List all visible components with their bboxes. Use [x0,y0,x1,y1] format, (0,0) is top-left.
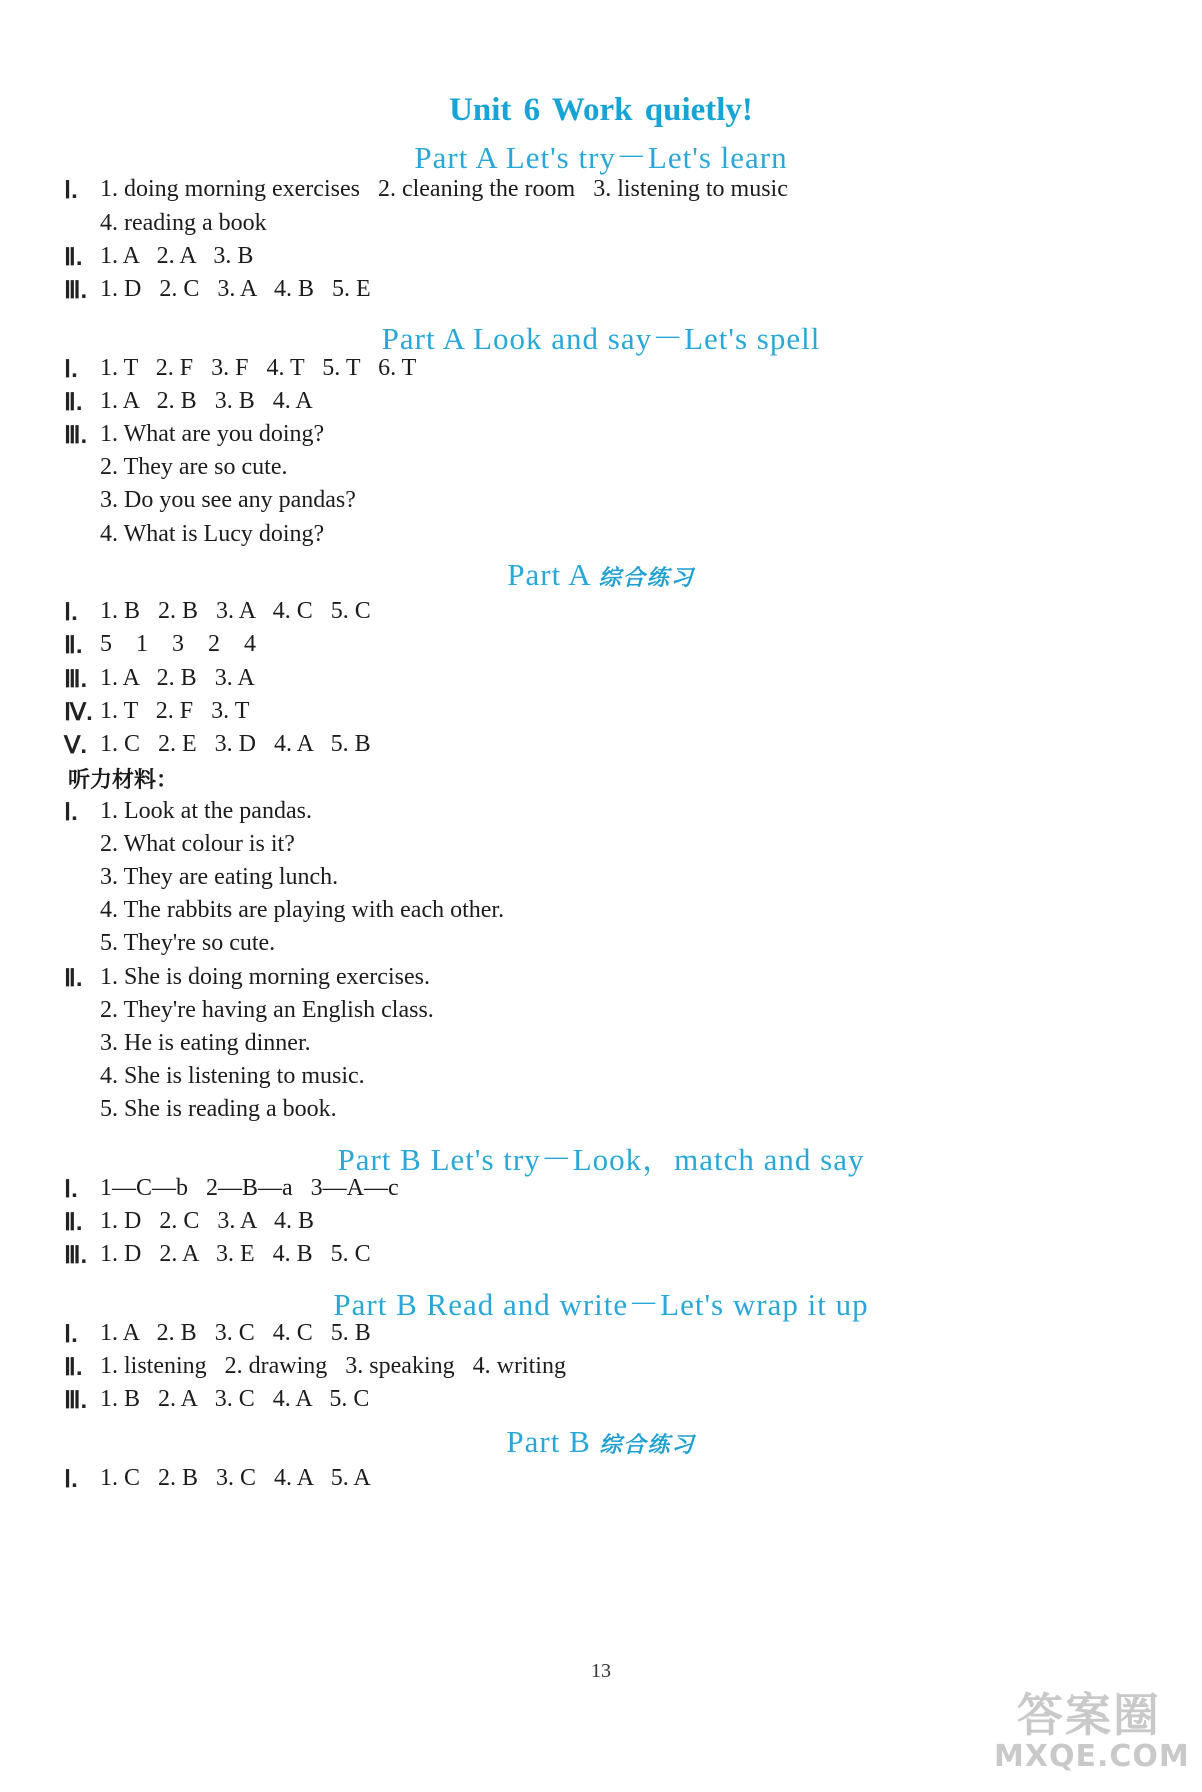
section-heading-text: Part B Let's try－Look，match and say [337,1142,865,1177]
page-number: 13 [591,1660,611,1682]
section-heading-text: Part A Let's try－Let's learn [414,140,788,175]
answer-text: 1. T 2. F 3. T [100,698,250,724]
answer-text: 3. Do you see any pandas? [100,487,356,513]
answer-text: 1. D 2. C 3. A 4. B 5. E [100,276,371,302]
roman-numeral-marker: Ⅰ. [64,177,78,204]
answer-text: 2. They're having an English class. [100,997,434,1023]
section-heading [0,1424,1202,1460]
answer-text: 1. T 2. F 3. F 4. T 5. T 6. T [100,355,417,381]
answer-text: 5 1 3 2 4 [100,631,256,657]
roman-numeral-marker: Ⅰ. [64,1321,78,1348]
section-heading [0,132,1202,177]
answer-text: 2. What colour is it? [100,831,295,857]
answer-text: 1. doing morning exercises 2. cleaning the room 3. listening to music [100,176,788,202]
watermark-text-bottom: MXQE.COM [994,1739,1190,1774]
roman-numeral-marker: Ⅱ. [64,632,83,659]
answer-text: 5. They're so cute. [100,930,276,956]
roman-numeral-marker: Ⅲ. [64,1242,88,1269]
watermark-logo [994,1688,1190,1784]
roman-numeral-marker: Ⅲ. [64,422,88,449]
answer-text: 4. What is Lucy doing? [100,521,325,547]
watermark-text-top: 答案圈 [1017,1688,1161,1742]
answer-text: 1. A 2. B 3. C 4. C 5. B [100,1320,371,1346]
roman-numeral-marker: Ⅲ. [64,277,88,304]
section-heading-cn: 综合练习 [598,566,695,591]
answer-text: 4. reading a book [100,210,267,236]
answer-text: 1. A 2. A 3. B [100,243,254,269]
answer-text: 2. They are so cute. [100,454,288,480]
answer-text: 1. C 2. E 3. D 4. A 5. B [100,731,371,757]
answer-text: 1—C—b 2—B—a 3—A—c [100,1175,399,1201]
roman-numeral-marker: Ⅲ. [64,1387,88,1414]
answer-text: 4. The rabbits are playing with each other. [100,897,505,923]
answer-text: 1. D 2. C 3. A 4. B [100,1208,315,1234]
section-heading [0,1134,1202,1179]
roman-numeral-marker: Ⅲ. [64,666,88,693]
roman-numeral-marker: Ⅳ. [64,699,93,726]
section-heading-text: Part A [507,557,599,592]
answer-text: 1. D 2. A 3. E 4. B 5. C [100,1241,371,1267]
answer-text: 1. B 2. A 3. C 4. A 5. C [100,1386,370,1412]
roman-numeral-marker: Ⅱ. [64,1209,83,1236]
answer-text: 1. She is doing morning exercises. [100,964,430,990]
listening-material-label: 听力材料： [68,768,179,793]
roman-numeral-marker: Ⅰ. [64,1176,78,1203]
roman-numeral-marker: Ⅰ. [64,799,78,826]
answer-text: 1. A 2. B 3. B 4. A [100,388,313,414]
roman-numeral-marker: Ⅱ. [64,1354,83,1381]
answer-text: 1. B 2. B 3. A 4. C 5. C [100,598,371,624]
section-heading-cn: 综合练习 [599,1433,696,1458]
answer-text: 1. A 2. B 3. A [100,665,255,691]
roman-numeral-marker: Ⅰ. [64,1466,78,1493]
roman-numeral-marker: Ⅰ. [64,599,78,626]
answer-text: 1. listening 2. drawing 3. speaking 4. writing [100,1353,566,1379]
answer-text: 1. Look at the pandas. [100,798,312,824]
answer-text: 3. They are eating lunch. [100,864,339,890]
roman-numeral-marker: Ⅴ. [64,732,88,759]
answer-text: 4. She is listening to music. [100,1063,365,1089]
section-heading [0,557,1202,593]
roman-numeral-marker: Ⅱ. [64,965,83,992]
section-heading-text: Part B Read and write－Let's wrap it up [333,1287,869,1322]
answer-text: 3. He is eating dinner. [100,1030,311,1056]
roman-numeral-marker: Ⅱ. [64,244,83,271]
section-heading [0,313,1202,358]
roman-numeral-marker: Ⅱ. [64,389,83,416]
answer-text: 1. What are you doing? [100,421,325,447]
roman-numeral-marker: Ⅰ. [64,356,78,383]
section-heading [0,1279,1202,1324]
answer-text: 1. C 2. B 3. C 4. A 5. A [100,1465,371,1491]
section-heading-text: Part B [506,1424,600,1459]
unit-title: Unit 6 Work quietly! [449,92,753,128]
section-heading-text: Part A Look and say－Let's spell [381,321,821,356]
answer-text: 5. She is reading a book. [100,1096,337,1122]
